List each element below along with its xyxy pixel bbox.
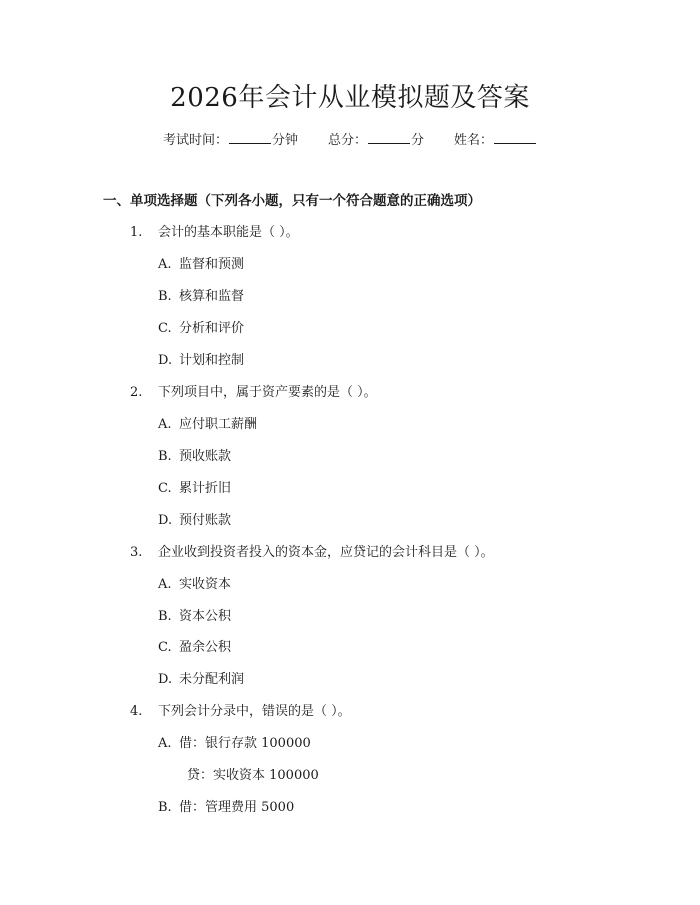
total-score-unit: 分 — [411, 133, 425, 148]
option-text: 借：银行存款 100000 — [179, 736, 311, 751]
option-letter: B. — [158, 609, 172, 624]
option-3b — [158, 607, 231, 627]
option-text: 未分配利润 — [179, 672, 245, 687]
exam-time-unit: 分钟 — [271, 133, 298, 148]
option-text: 应付职工薪酬 — [179, 417, 258, 432]
option-2a — [158, 415, 257, 435]
question-1 — [130, 223, 299, 243]
question-number: 4. — [130, 704, 143, 719]
option-letter: A. — [158, 257, 172, 272]
option-text: 预付账款 — [179, 513, 232, 528]
option-4a — [158, 734, 311, 754]
question-number: 3. — [130, 545, 143, 560]
question-text: 会计的基本职能是（ ）。 — [158, 225, 299, 240]
option-text: 资本公积 — [179, 609, 232, 624]
option-text: 监督和预测 — [179, 257, 245, 272]
total-score-label: 总分： — [327, 133, 367, 148]
option-letter: B. — [158, 289, 172, 304]
question-text: 企业收到投资者投入的资本金，应贷记的会计科目是（ ）。 — [158, 545, 494, 560]
option-1b — [158, 287, 244, 307]
question-3 — [130, 543, 494, 563]
page-title: 2026年会计从业模拟题及答案 — [170, 83, 530, 113]
question-4 — [130, 702, 351, 722]
option-letter: D. — [158, 513, 173, 528]
option-text: 核算和监督 — [179, 289, 245, 304]
option-letter: D. — [158, 672, 173, 687]
option-letter: A. — [158, 417, 172, 432]
option-letter: C. — [158, 640, 172, 655]
option-text: 累计折旧 — [179, 481, 232, 496]
option-letter: B. — [158, 800, 172, 815]
option-2d — [158, 511, 231, 531]
option-text: 计划和控制 — [179, 353, 245, 368]
option-text: 预收账款 — [179, 449, 232, 464]
option-letter: C. — [158, 321, 172, 336]
option-text: 分析和评价 — [179, 321, 245, 336]
option-letter: C. — [158, 481, 172, 496]
option-1a — [158, 255, 244, 275]
option-text: 盈余公积 — [179, 640, 232, 655]
option-text: 实收资本 — [179, 577, 232, 592]
question-number: 1. — [130, 225, 143, 240]
exam-time-blank — [229, 131, 271, 144]
option-3c — [158, 638, 231, 658]
option-letter: A. — [158, 736, 172, 751]
option-1c — [158, 319, 244, 339]
option-2c — [158, 479, 231, 499]
option-4a-continuation: 贷：实收资本 100000 — [187, 768, 319, 783]
option-4b — [158, 798, 294, 818]
name-blank — [494, 131, 536, 144]
question-2 — [130, 383, 377, 403]
option-2b — [158, 447, 231, 467]
option-letter: B. — [158, 449, 172, 464]
question-number: 2. — [130, 385, 143, 400]
name-label: 姓名： — [454, 133, 494, 148]
option-letter: A. — [158, 577, 172, 592]
total-score-blank — [368, 131, 410, 144]
option-3a — [158, 575, 231, 595]
exam-time-label: 考试时间： — [162, 133, 228, 148]
option-text: 借：管理费用 5000 — [179, 800, 295, 815]
exam-info-line — [0, 131, 700, 151]
question-text: 下列项目中，属于资产要素的是（ ）。 — [158, 385, 377, 400]
option-3d — [158, 670, 244, 690]
section-heading: 一、单项选择题（下列各小题，只有一个符合题意的正确选项） — [103, 193, 481, 209]
option-letter: D. — [158, 353, 173, 368]
question-text: 下列会计分录中，错误的是（ ）。 — [158, 704, 351, 719]
option-1d — [158, 351, 244, 371]
